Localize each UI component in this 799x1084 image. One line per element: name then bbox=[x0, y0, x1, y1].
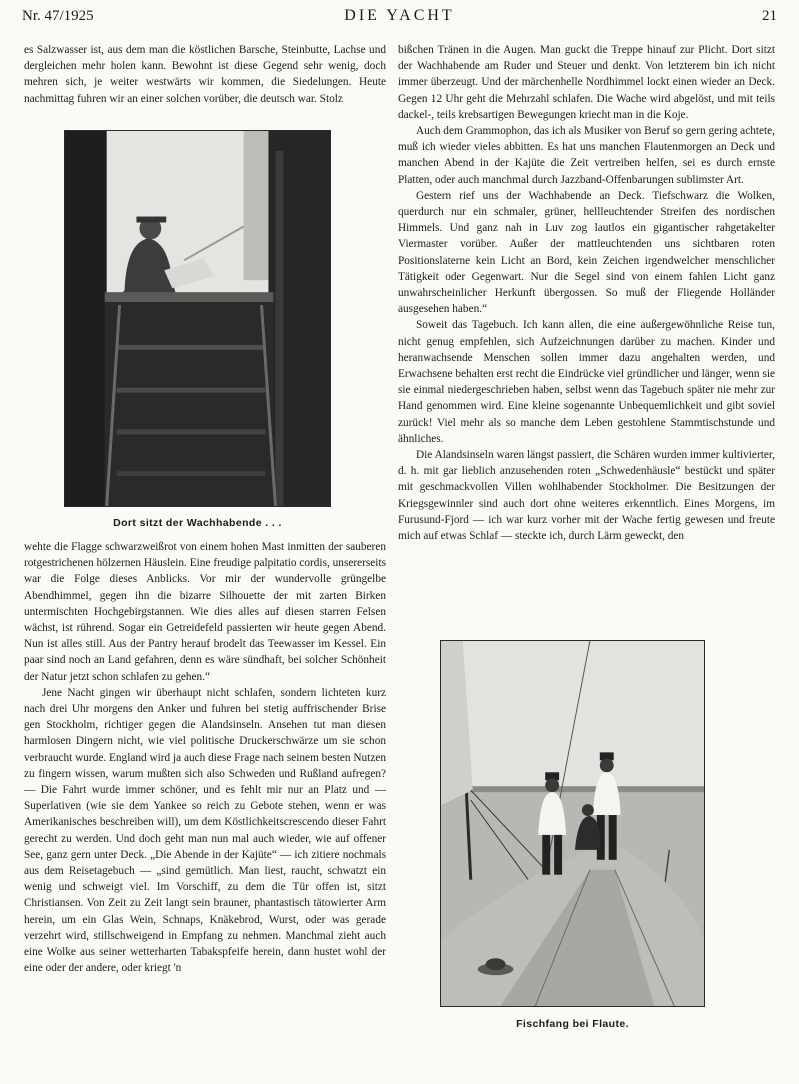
paragraph: Soweit das Tagebuch. Ich kann allen, die eine außergewöhnliche Reise tun, nicht genug empfehlen, sich Aufzeichnungen darüber zu machen. Kinder und heranwachsende Menschen sollen immer dazu angehalten werden, und Erwachsene behalten erst recht die Eindrücke viel gründlicher und länger, wenn sie sie einmal niedergeschrieben haben, selbst wenn das Tagebuch später nie mehr zur Hand genommen wird. Eine kleine sogenannte Unbequemlichkeit und gibt soviel zurück! Viel mehr als so manche dem Leben gestohlene Stammtischstunde und ähnliches. bbox=[398, 319, 775, 445]
page-number: 21 bbox=[762, 8, 777, 24]
paragraph: Gestern rief uns der Wachhabende an Deck. Tiefschwarz die Wolken, querdurch nur ein schmaler, grüner, hellleuchtender Streifen des nordischen Himmels. Und ganz nah in Luv zog lautlos ein gigantischer rahgetakelter Viermaster vorüber. Außer der mattleuchtenden uns sichtbaren roten Positionslaterne kein Licht an Bord, kein Zeichen irgendwelcher menschlicher Tätigkeit oder Gegenwart. Nur die Segel sind von einem fahlen Licht ganz unwahrscheinlicher Herkunft übergossen. So muß der Fliegende Holländer ausgesehen haben.“ bbox=[398, 189, 775, 316]
paragraph: Auch dem Grammophon, das ich als Musiker von Beruf so gern gering achtete, muß ich wieder vieles abbitten. Es hat uns manchen Flautenmorgen an Deck und manchen Abend in der Kajüte die Zeit vertreiben helfen, sei es durch ernste Platten, oder auch manchmal durch Jazzband-Offenbarungen sublimster Art. bbox=[398, 125, 775, 186]
photo-watchman-companionway bbox=[64, 130, 331, 507]
page-header bbox=[22, 6, 777, 28]
right-column bbox=[398, 42, 775, 544]
paragraph: Die Alandsinseln waren längst passiert, die Schären wurden immer kultivierter, d. h. mit gar lieblich anzusehenden roten „Schwedenhäusle“ bestückt und später mit geschmackvollen Villen wohlhabender Stockholmer. Die Besitzungen der Kriegsgewinnler sind auch dort ohne weiteres erkenntlich. Eines Morgens, im Furusund-Fjord — ich war kurz vorher mit der Wache fertig gewesen und freute mich auf etwas Schlaf — steckte ich, durch Lärm geweckt, den bbox=[398, 449, 775, 543]
photo-1-caption: Dort sitzt der Wachhabende . . . bbox=[113, 517, 282, 529]
paragraph: es Salzwasser ist, aus dem man die köstlichen Barsche, Steinbutte, Lachse und dergleichen mehr holen kann. Bewohnt ist diese Gegend sehr wenig, doch mehren sich, je weiter westwärts wir kommen, die Siedelungen. Heute nachmittag fuhren wir an einer solchen vorüber, die deutsch war. Stolz bbox=[24, 44, 386, 105]
paragraph: bißchen Tränen in die Augen. Man guckt die Treppe hinauf zur Plicht. Dort sitzt der Wachhabende am Ruder und Steuer und denkt. Von letzterem bin ich nicht immer überzeugt. Und der märchenhelle Nordhimmel lockt einen wieder an Deck. Gegen 12 Uhr geht die Mehrzahl schlafen. Die Wache wird abgelöst, und mit teils dackel-, teils krebsartigen Bewegungen kriecht man in die Koje. bbox=[398, 44, 775, 121]
paragraph: wehte die Flagge schwarzweißrot von einem hohen Mast inmitten der sauberen rotgestrichenen hölzernen Häuslein. Eine freudige palpitatio cordis, unsererseits war die Folge dieses Anblicks. Vor mir der wundervolle grüngelbe Abendhimmel, gegen ihn die bizarre Silhouette der mit zarten Birken untermischten Hochgebirgstannen. Wie dies alles auf diesen starren Felsen wächst, ist rührend. Sogar ein Getreidefeld passierten wir heute gegen Abend. Nun ist alles still. Aus der Pantry herauf brodelt das Teewasser im Kessel. Ein paar sind noch an Land gefahren, denn es wäre sündhaft, bei solcher Schönheit der Natur jetzt schon schlafen zu gehen.“ bbox=[24, 541, 386, 683]
issue-number: Nr. 47/1925 bbox=[22, 8, 94, 24]
paragraph: Jene Nacht gingen wir überhaupt nicht schlafen, sondern lichteten kurz nach drei Uhr morgens den Anker und fuhren bei stetig auffrischender Brise gen Stockholm, richtiger gegen die Alandsinseln. Ansehen tut man diesen harmlosen Dingern nicht, wie viel politische Druckerschwärze um sie schon verbraucht wurde. England wird ja auch diese Frage nach seinem besten Nutzen zu fingern wissen, warum mußten sich also Schweden und Rußland aufregen? — Die Fahrt wurde immer schöner, und es fehlt mir nur an Platz und — Superlativen (wie sie dem Yankee so reich zu Gebote stehen, wenn er was Amerikanisches beschreiben will), um dem Köstlichkeitscrescendo dieser Fahrt gerecht zu werden. Und doch geht man nun mal auch wieder, wie auf offener See, ganz gern unter Deck. „Die Abende in der Kajüte“ — ich zitiere nochmals aus dem Reisetagebuch — „sind gemütlich. Man liest, raucht, schwatzt ein wenig und schweigt viel. Im Vorschiff, zu dem die Tür offen ist, sitzt Christiansen. Von Zeit zu Zeit langt sein brauner, phantastisch tätowierter Arm herein, um ein Glas Wein, Schnaps, Knäkebrod, Wurst, oder was gerade verzehrt wird, stillschweigend in Empfang zu nehmen. Manchmal zieht auch eine Wolke aus seiner wetterharten Tabakspfeife herein, dann hustet wohl der eine oder der andere, oder kriegt 'n bbox=[24, 686, 386, 975]
magazine-title: DIE YACHT bbox=[344, 7, 455, 24]
photo-fishing-calm bbox=[440, 640, 705, 1007]
photo-fishing-illustration bbox=[441, 641, 704, 1006]
left-column-bottom bbox=[24, 539, 386, 976]
photo-watchman-illustration bbox=[65, 131, 330, 506]
photo-2-caption: Fischfang bei Flaute. bbox=[516, 1018, 629, 1030]
left-column-top bbox=[24, 42, 386, 107]
